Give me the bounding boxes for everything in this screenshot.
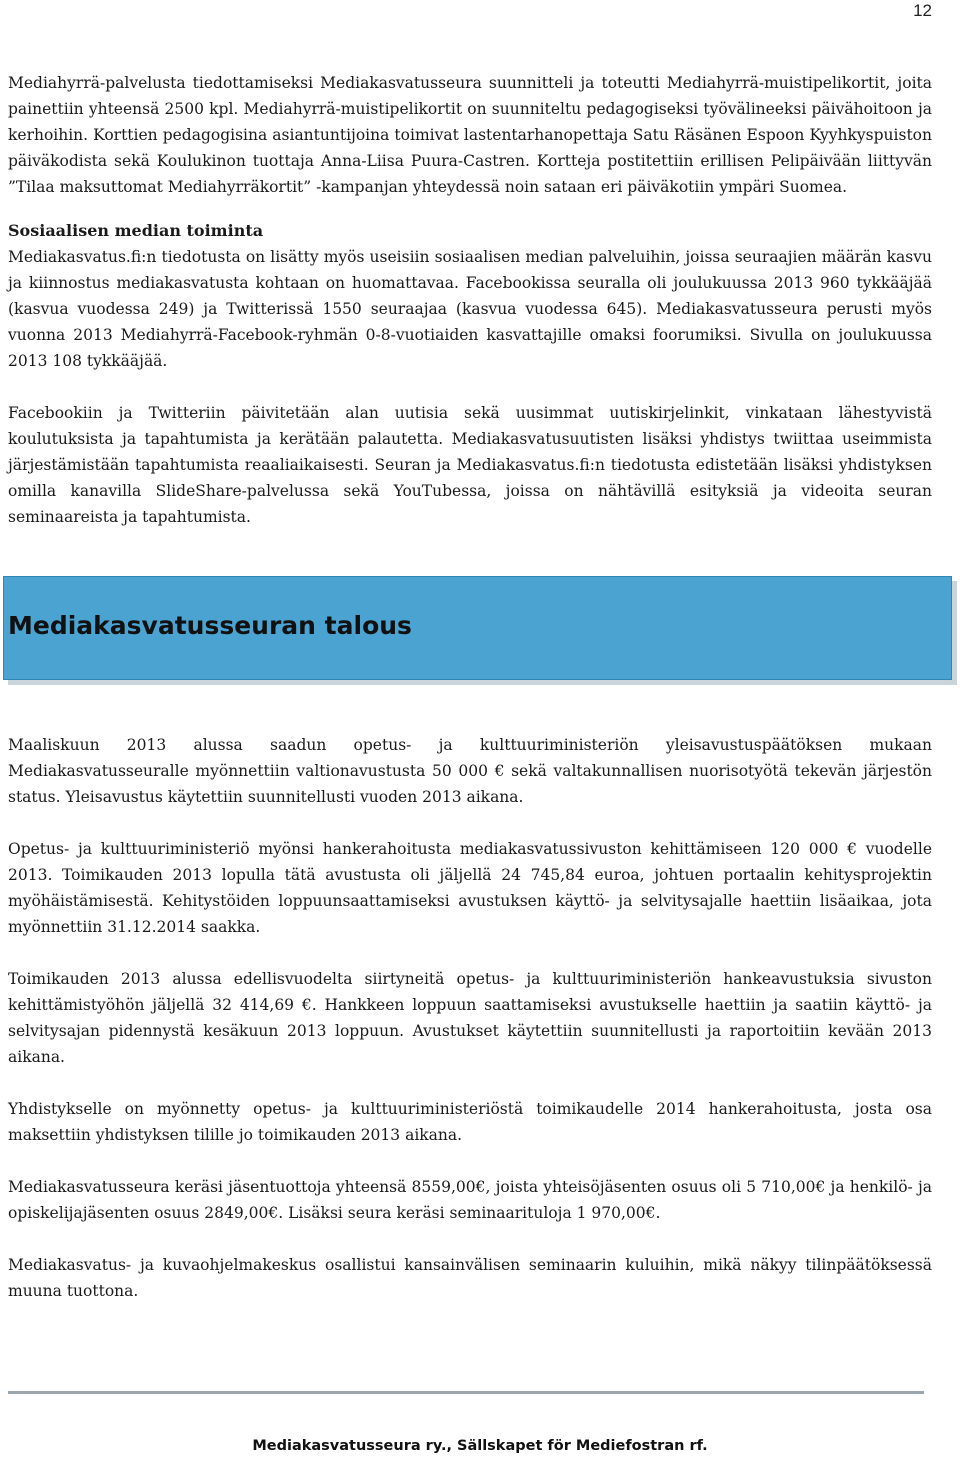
footer-divider — [8, 1391, 924, 1394]
finance-paragraph-4: Yhdistykselle on myönnetty opetus- ja kulttuuriministeriöstä toimikaudelle 2014 hankerahoitusta, josta osa maksettiin yhdistyksen tilille jo toimikauden 2013 aikana. — [8, 1100, 932, 1144]
page-number: 12 — [913, 1, 932, 20]
finance-paragraph-6: Mediakasvatus- ja kuvaohjelmakeskus osallistui kansainvälisen seminaarin kuluihin, mikä näkyy tilinpäätöksessä muuna tuottona. — [8, 1256, 932, 1300]
finance-paragraph-2: Opetus- ja kulttuuriministeriö myönsi hankerahoitusta mediakasvatussivuston kehittämiseen 120 000 € vuodelle 2013. Toimikauden 2013 lopulla tätä avustusta oli jäljellä 24 745,84 euroa, johtuen portaalin kehitysprojektin myöhäistämisestä. Kehitystöiden loppuunsaattamiseksi avustuksen käyttö- ja selvitysajalle haettiin lisäaikaa, jota myönnettiin 31.12.2014 saakka. — [8, 840, 932, 936]
finance-paragraph-5: Mediakasvatusseura keräsi jäsentuottoja yhteensä 8559,00€, joista yhteisöjäsenten osuus oli 5 710,00€ ja henkilö- ja opiskelijajäsenten osuus 2849,00€. Lisäksi seura keräsi seminaarituloja 1 970,00€. — [8, 1178, 932, 1222]
social-paragraph-2: Facebookiin ja Twitteriin päivitetään alan uutisia sekä uusimmat uutiskirjelinkit, vinkataan lähestyvistä koulutuksista ja tapahtumista ja kerätään palautetta. Mediakasvatusuutisten lisäksi yhdistys twiittaa useimmista järjestämistään tapahtumista reaaliaikaisesti. Seuran ja Mediakasvatus.fi:n tiedotusta edistetään lisäksi yhdistyksen omilla kanavilla SlideShare-palvelussa sekä YouTubessa, joissa on nähtävillä esityksiä ja videoita seuran seminaareista ja tapahtumista. — [8, 404, 932, 526]
finance-paragraph-3: Toimikauden 2013 alussa edellisvuodelta siirtyneitä opetus- ja kulttuuriministeriön hankeavustuksia sivuston kehittämistyöhön jäljellä 32 414,69 €. Hankkeen loppuun saattamiseksi avustukselle haettiin ja saatiin käyttö- ja selvitysajan pidennystä kesäkuun 2013 loppuun. Avustukset käytettiin suunnitellusti ja raportoitiin kevään 2013 aikana. — [8, 970, 932, 1066]
footer-text: Mediakasvatusseura ry., Sällskapet för Mediefostran rf. — [252, 1438, 708, 1454]
finance-paragraph-1: Maaliskuun 2013 alussa saadun opetus- ja kulttuuriministeriön yleisavustuspäätöksen mukaan Mediakasvatusseuralle myönnettiin valtionavustusta 50 000 € sekä valtakunnallisen nuorisotyötä tekevän järjestön status. Yleisavustus käytettiin suunnitellusti vuoden 2013 aikana. — [8, 736, 932, 806]
social-paragraph-1: Mediakasvatus.fi:n tiedotusta on lisätty myös useisiin sosiaalisen median palveluihin, joissa seuraajien määrän kasvu ja kiinnostus mediakasvatusta kohtaan on huomattavaa. Facebookissa seuralla oli joulukuussa 2013 960 tykkääjää (kasvua vuodessa 249) ja Twitterissä 1550 seuraajaa (kasvua vuodessa 645). Mediakasvatusseura perusti myös vuonna 2013 Mediahyrrä-Facebook-ryhmän 0-8-vuotiaiden kasvattajille omaksi foorumiksi. Sivulla on joulukuussa 2013 108 tykkääjää. — [8, 248, 932, 370]
section-title: Mediakasvatusseuran talous — [8, 611, 412, 640]
intro-paragraph: Mediahyrrä-palvelusta tiedottamiseksi Mediakasvatusseura suunnitteli ja toteutti Mediahyrrä-muistipelikortit, joita painettiin yhteensä 2500 kpl. Mediahyrrä-muistipelikortit on suunniteltu pedagogiseksi työvälineeksi päivähoitoon ja kerhoihin. Korttien pedagogisina asiantuntijoina toimivat lastentarhanopettaja Satu Räsänen Espoon Kyyhkyspuiston päiväkodista sekä Koulukinon tuottaja Anna-Liisa Puura-Castren. Kortteja postitettiin erillisen Pelipäivään liittyvän ”Tilaa maksuttomat Mediahyrräkortit” -kampanjan yhteydessä noin sataan eri päiväkotiin ympäri Suomea. — [8, 74, 932, 196]
social-media-heading: Sosiaalisen median toiminta — [8, 221, 264, 240]
document-body — [8, 70, 932, 1304]
section-banner — [3, 576, 952, 680]
